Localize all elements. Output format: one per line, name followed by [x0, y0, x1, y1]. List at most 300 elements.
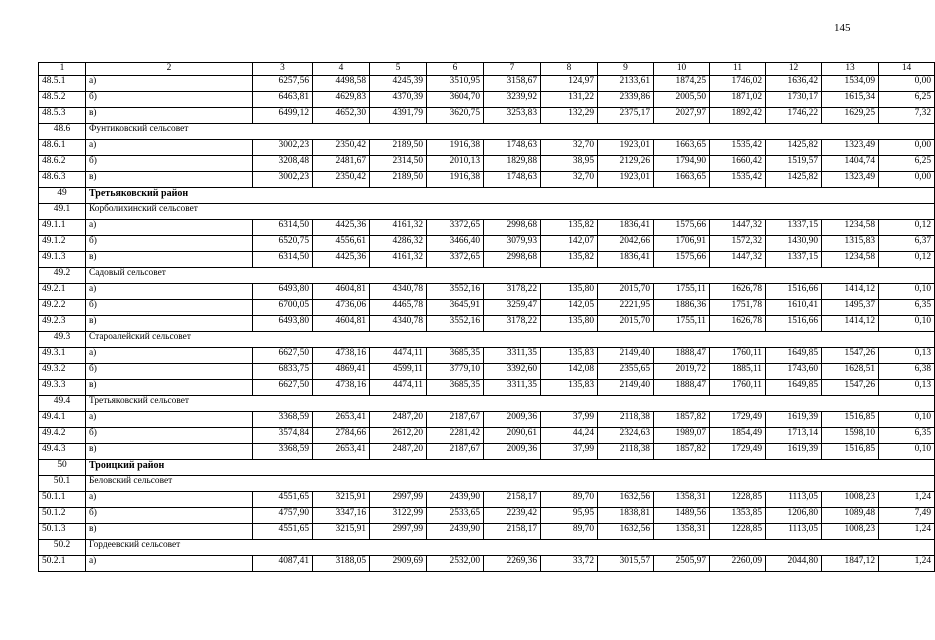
- value-cell: 6314,50: [253, 220, 313, 236]
- value-cell: 1425,82: [766, 140, 822, 156]
- district-row: [39, 188, 935, 204]
- value-cell: 3368,59: [253, 444, 313, 460]
- row-variant: а): [86, 140, 253, 156]
- value-cell: 1404,74: [822, 156, 879, 172]
- table-row: [39, 364, 935, 380]
- district-code: 49: [39, 188, 86, 204]
- value-cell: 1636,42: [766, 76, 822, 92]
- value-cell: 3372,65: [427, 252, 484, 268]
- value-cell: 3620,75: [427, 108, 484, 124]
- value-cell: 1649,85: [766, 380, 822, 396]
- value-cell: 1649,85: [766, 348, 822, 364]
- value-cell: 2533,65: [427, 508, 484, 524]
- district-code: 50: [39, 460, 86, 476]
- row-variant: в): [86, 524, 253, 540]
- value-cell: 3239,92: [484, 92, 541, 108]
- value-cell: 2269,36: [484, 556, 541, 572]
- value-cell: 2221,95: [598, 300, 654, 316]
- table-row: [39, 300, 935, 316]
- value-cell: 2010,13: [427, 156, 484, 172]
- value-cell: 95,95: [541, 508, 598, 524]
- value-cell: 135,80: [541, 316, 598, 332]
- value-cell: 2187,67: [427, 412, 484, 428]
- value-cell: 37,99: [541, 444, 598, 460]
- value-cell: 1746,22: [766, 108, 822, 124]
- value-cell: 1516,66: [766, 284, 822, 300]
- row-code: 48.5.3: [39, 108, 86, 124]
- value-cell: 6499,12: [253, 108, 313, 124]
- value-cell: 1916,38: [427, 140, 484, 156]
- section-row: [39, 476, 935, 492]
- table-row: [39, 316, 935, 332]
- value-cell: 4551,65: [253, 492, 313, 508]
- section-code: 49.1: [39, 204, 86, 220]
- section-row: [39, 396, 935, 412]
- value-cell: 1838,81: [598, 508, 654, 524]
- value-cell: 3015,57: [598, 556, 654, 572]
- value-cell: 1660,42: [710, 156, 766, 172]
- value-cell: 6,25: [879, 156, 935, 172]
- section-name: Фунтиковский сельсовет: [86, 124, 935, 140]
- section-code: 49.4: [39, 396, 86, 412]
- value-cell: 1598,10: [822, 428, 879, 444]
- value-cell: 1489,56: [654, 508, 710, 524]
- value-cell: 4736,06: [313, 300, 370, 316]
- section-name: Садовый сельсовет: [86, 268, 935, 284]
- value-cell: 2042,66: [598, 236, 654, 252]
- section-name: Гордеевский сельсовет: [86, 540, 935, 556]
- value-cell: 2350,42: [313, 140, 370, 156]
- value-cell: 135,83: [541, 348, 598, 364]
- value-cell: 0,13: [879, 348, 935, 364]
- row-variant: а): [86, 76, 253, 92]
- value-cell: 142,07: [541, 236, 598, 252]
- value-cell: 3311,35: [484, 380, 541, 396]
- value-cell: 4652,30: [313, 108, 370, 124]
- row-code: 49.3.2: [39, 364, 86, 380]
- value-cell: 6,37: [879, 236, 935, 252]
- value-cell: 1729,49: [710, 412, 766, 428]
- value-cell: 4599,11: [370, 364, 427, 380]
- value-cell: 2158,17: [484, 492, 541, 508]
- section-name: Третьяковский сельсовет: [86, 396, 935, 412]
- row-code: 49.4.3: [39, 444, 86, 460]
- value-cell: 3259,47: [484, 300, 541, 316]
- value-cell: 4161,32: [370, 220, 427, 236]
- value-cell: 1729,49: [710, 444, 766, 460]
- value-cell: 32,70: [541, 140, 598, 156]
- value-cell: 44,24: [541, 428, 598, 444]
- row-variant: б): [86, 92, 253, 108]
- value-cell: 2324,63: [598, 428, 654, 444]
- column-header: 7: [484, 63, 541, 76]
- value-cell: 2998,68: [484, 220, 541, 236]
- row-variant: б): [86, 364, 253, 380]
- row-variant: в): [86, 316, 253, 332]
- value-cell: 1989,07: [654, 428, 710, 444]
- value-cell: 1615,34: [822, 92, 879, 108]
- value-cell: 3188,05: [313, 556, 370, 572]
- value-cell: 4551,65: [253, 524, 313, 540]
- value-cell: 3604,70: [427, 92, 484, 108]
- value-cell: 2005,50: [654, 92, 710, 108]
- row-code: 49.3.3: [39, 380, 86, 396]
- column-header: 4: [313, 63, 370, 76]
- value-cell: 2909,69: [370, 556, 427, 572]
- column-header: 13: [822, 63, 879, 76]
- value-cell: 1113,05: [766, 524, 822, 540]
- value-cell: 142,05: [541, 300, 598, 316]
- row-variant: б): [86, 156, 253, 172]
- value-cell: 38,95: [541, 156, 598, 172]
- value-cell: 2532,00: [427, 556, 484, 572]
- value-cell: 4629,83: [313, 92, 370, 108]
- value-cell: 4391,79: [370, 108, 427, 124]
- value-cell: 1706,91: [654, 236, 710, 252]
- value-cell: 2118,38: [598, 412, 654, 428]
- value-cell: 1892,42: [710, 108, 766, 124]
- row-code: 49.1.2: [39, 236, 86, 252]
- row-code: 50.1.3: [39, 524, 86, 540]
- value-cell: 0,13: [879, 380, 935, 396]
- column-header: 6: [427, 63, 484, 76]
- value-cell: 2260,09: [710, 556, 766, 572]
- table-row: [39, 492, 935, 508]
- table-row: [39, 412, 935, 428]
- value-cell: 124,97: [541, 76, 598, 92]
- table-row: [39, 236, 935, 252]
- row-code: 49.1.3: [39, 252, 86, 268]
- value-cell: 1516,85: [822, 412, 879, 428]
- value-cell: 2784,66: [313, 428, 370, 444]
- value-cell: 2189,50: [370, 172, 427, 188]
- value-cell: 0,10: [879, 444, 935, 460]
- value-cell: 1916,38: [427, 172, 484, 188]
- value-cell: 2487,20: [370, 444, 427, 460]
- value-cell: 2239,42: [484, 508, 541, 524]
- value-cell: 3392,60: [484, 364, 541, 380]
- value-cell: 1610,41: [766, 300, 822, 316]
- section-code: 50.2: [39, 540, 86, 556]
- value-cell: 3552,16: [427, 316, 484, 332]
- value-cell: 2044,80: [766, 556, 822, 572]
- value-cell: 0,10: [879, 316, 935, 332]
- value-cell: 3178,22: [484, 284, 541, 300]
- table-row: [39, 252, 935, 268]
- value-cell: 1206,80: [766, 508, 822, 524]
- value-cell: 4087,41: [253, 556, 313, 572]
- table-row: [39, 524, 935, 540]
- table-body: [39, 63, 935, 572]
- column-header: 10: [654, 63, 710, 76]
- value-cell: 3552,16: [427, 284, 484, 300]
- value-cell: 1751,78: [710, 300, 766, 316]
- table-row: [39, 220, 935, 236]
- value-cell: 2015,70: [598, 284, 654, 300]
- value-cell: 3215,91: [313, 492, 370, 508]
- value-cell: 1425,82: [766, 172, 822, 188]
- value-cell: 2997,99: [370, 524, 427, 540]
- value-cell: 89,70: [541, 524, 598, 540]
- value-cell: 0,10: [879, 412, 935, 428]
- value-cell: 1760,11: [710, 348, 766, 364]
- value-cell: 2009,36: [484, 412, 541, 428]
- table-row: [39, 348, 935, 364]
- value-cell: 1888,47: [654, 348, 710, 364]
- value-cell: 1323,49: [822, 172, 879, 188]
- value-cell: 6463,81: [253, 92, 313, 108]
- value-cell: 3645,91: [427, 300, 484, 316]
- value-cell: 135,82: [541, 252, 598, 268]
- value-cell: 1516,66: [766, 316, 822, 332]
- value-cell: 7,49: [879, 508, 935, 524]
- district-name: Третьяковский район: [86, 188, 935, 204]
- value-cell: 6,25: [879, 92, 935, 108]
- value-cell: 4757,90: [253, 508, 313, 524]
- value-cell: 1547,26: [822, 348, 879, 364]
- value-cell: 6520,75: [253, 236, 313, 252]
- value-cell: 6,35: [879, 300, 935, 316]
- section-name: Беловский сельсовет: [86, 476, 935, 492]
- row-variant: а): [86, 556, 253, 572]
- value-cell: 2129,26: [598, 156, 654, 172]
- value-cell: 4340,78: [370, 316, 427, 332]
- column-header: 12: [766, 63, 822, 76]
- column-header: 1: [39, 63, 86, 76]
- value-cell: 1228,85: [710, 492, 766, 508]
- value-cell: 1353,85: [710, 508, 766, 524]
- value-cell: 1358,31: [654, 524, 710, 540]
- value-cell: 2375,17: [598, 108, 654, 124]
- value-cell: 6627,50: [253, 348, 313, 364]
- value-cell: 2149,40: [598, 380, 654, 396]
- value-cell: 1315,83: [822, 236, 879, 252]
- value-cell: 0,00: [879, 140, 935, 156]
- value-cell: 135,80: [541, 284, 598, 300]
- value-cell: 142,08: [541, 364, 598, 380]
- value-cell: 2187,67: [427, 444, 484, 460]
- section-row: [39, 332, 935, 348]
- row-variant: б): [86, 236, 253, 252]
- section-code: 48.6: [39, 124, 86, 140]
- table-row: [39, 92, 935, 108]
- value-cell: 1234,58: [822, 220, 879, 236]
- value-cell: 1857,82: [654, 412, 710, 428]
- value-cell: 1575,66: [654, 252, 710, 268]
- value-cell: 2998,68: [484, 252, 541, 268]
- value-cell: 1748,63: [484, 172, 541, 188]
- row-code: 49.1.1: [39, 220, 86, 236]
- value-cell: 1629,25: [822, 108, 879, 124]
- value-cell: 4340,78: [370, 284, 427, 300]
- row-variant: в): [86, 172, 253, 188]
- value-cell: 1626,78: [710, 316, 766, 332]
- column-header: 11: [710, 63, 766, 76]
- value-cell: 1632,56: [598, 524, 654, 540]
- value-cell: 1535,42: [710, 172, 766, 188]
- value-cell: 1836,41: [598, 252, 654, 268]
- value-cell: 2027,97: [654, 108, 710, 124]
- table-header-row: [39, 63, 935, 76]
- column-header: 14: [879, 63, 935, 76]
- value-cell: 6314,50: [253, 252, 313, 268]
- table-row: [39, 428, 935, 444]
- value-cell: 2653,41: [313, 412, 370, 428]
- value-cell: 1323,49: [822, 140, 879, 156]
- value-cell: 6700,05: [253, 300, 313, 316]
- tariff-table: [38, 62, 935, 572]
- value-cell: 6493,80: [253, 284, 313, 300]
- value-cell: 2019,72: [654, 364, 710, 380]
- value-cell: 6257,56: [253, 76, 313, 92]
- row-variant: а): [86, 220, 253, 236]
- row-variant: в): [86, 252, 253, 268]
- column-header: 9: [598, 63, 654, 76]
- value-cell: 1923,01: [598, 140, 654, 156]
- value-cell: 7,32: [879, 108, 935, 124]
- value-cell: 4245,39: [370, 76, 427, 92]
- value-cell: 1836,41: [598, 220, 654, 236]
- value-cell: 1447,32: [710, 220, 766, 236]
- page-number: 145: [834, 22, 851, 34]
- value-cell: 131,22: [541, 92, 598, 108]
- row-code: 50.1.1: [39, 492, 86, 508]
- value-cell: 2281,42: [427, 428, 484, 444]
- value-cell: 2158,17: [484, 524, 541, 540]
- value-cell: 3215,91: [313, 524, 370, 540]
- value-cell: 3368,59: [253, 412, 313, 428]
- value-cell: 6833,75: [253, 364, 313, 380]
- value-cell: 1857,82: [654, 444, 710, 460]
- value-cell: 1619,39: [766, 412, 822, 428]
- value-cell: 3122,99: [370, 508, 427, 524]
- value-cell: 1,24: [879, 492, 935, 508]
- value-cell: 1008,23: [822, 492, 879, 508]
- value-cell: 1495,37: [822, 300, 879, 316]
- row-code: 48.6.2: [39, 156, 86, 172]
- section-row: [39, 124, 935, 140]
- value-cell: 4556,61: [313, 236, 370, 252]
- row-code: 48.6.3: [39, 172, 86, 188]
- section-code: 49.2: [39, 268, 86, 284]
- value-cell: 3510,95: [427, 76, 484, 92]
- value-cell: 1575,66: [654, 220, 710, 236]
- value-cell: 1755,11: [654, 316, 710, 332]
- value-cell: 1829,88: [484, 156, 541, 172]
- table-row: [39, 172, 935, 188]
- value-cell: 135,83: [541, 380, 598, 396]
- table-row: [39, 380, 935, 396]
- value-cell: 2189,50: [370, 140, 427, 156]
- value-cell: 2439,90: [427, 524, 484, 540]
- value-cell: 132,29: [541, 108, 598, 124]
- value-cell: 1755,11: [654, 284, 710, 300]
- row-code: 49.3.1: [39, 348, 86, 364]
- value-cell: 1337,15: [766, 252, 822, 268]
- value-cell: 2439,90: [427, 492, 484, 508]
- value-cell: 6,38: [879, 364, 935, 380]
- value-cell: 2314,50: [370, 156, 427, 172]
- value-cell: 0,00: [879, 76, 935, 92]
- row-variant: а): [86, 348, 253, 364]
- value-cell: 2090,61: [484, 428, 541, 444]
- value-cell: 3079,93: [484, 236, 541, 252]
- value-cell: 2149,40: [598, 348, 654, 364]
- value-cell: 1794,90: [654, 156, 710, 172]
- section-name: Корболихинский сельсовет: [86, 204, 935, 220]
- value-cell: 3372,65: [427, 220, 484, 236]
- row-variant: в): [86, 444, 253, 460]
- table-row: [39, 556, 935, 572]
- value-cell: 0,12: [879, 220, 935, 236]
- value-cell: 0,10: [879, 284, 935, 300]
- value-cell: 2339,86: [598, 92, 654, 108]
- value-cell: 6,35: [879, 428, 935, 444]
- table-row: [39, 76, 935, 92]
- value-cell: 1089,48: [822, 508, 879, 524]
- value-cell: 1547,26: [822, 380, 879, 396]
- table-row: [39, 140, 935, 156]
- value-cell: 2118,38: [598, 444, 654, 460]
- section-row: [39, 540, 935, 556]
- value-cell: 1663,65: [654, 172, 710, 188]
- value-cell: 1234,58: [822, 252, 879, 268]
- value-cell: 1874,25: [654, 76, 710, 92]
- row-variant: б): [86, 508, 253, 524]
- value-cell: 1760,11: [710, 380, 766, 396]
- value-cell: 1730,17: [766, 92, 822, 108]
- value-cell: 2481,67: [313, 156, 370, 172]
- value-cell: 4604,81: [313, 316, 370, 332]
- value-cell: 2505,97: [654, 556, 710, 572]
- column-header: 8: [541, 63, 598, 76]
- value-cell: 3685,35: [427, 380, 484, 396]
- value-cell: 33,72: [541, 556, 598, 572]
- value-cell: 4604,81: [313, 284, 370, 300]
- value-cell: 3158,67: [484, 76, 541, 92]
- value-cell: 1,24: [879, 556, 935, 572]
- row-code: 49.4.2: [39, 428, 86, 444]
- value-cell: 1628,51: [822, 364, 879, 380]
- value-cell: 3002,23: [253, 140, 313, 156]
- section-row: [39, 268, 935, 284]
- value-cell: 2009,36: [484, 444, 541, 460]
- table-row: [39, 444, 935, 460]
- value-cell: 4474,11: [370, 348, 427, 364]
- value-cell: 2015,70: [598, 316, 654, 332]
- row-code: 49.2.1: [39, 284, 86, 300]
- value-cell: 4738,16: [313, 348, 370, 364]
- value-cell: 1923,01: [598, 172, 654, 188]
- value-cell: 89,70: [541, 492, 598, 508]
- column-header: 5: [370, 63, 427, 76]
- value-cell: 3311,35: [484, 348, 541, 364]
- value-cell: 2355,65: [598, 364, 654, 380]
- row-variant: в): [86, 108, 253, 124]
- value-cell: 1516,85: [822, 444, 879, 460]
- value-cell: 1713,14: [766, 428, 822, 444]
- value-cell: 1886,36: [654, 300, 710, 316]
- value-cell: 1748,63: [484, 140, 541, 156]
- value-cell: 1,24: [879, 524, 935, 540]
- row-code: 48.6.1: [39, 140, 86, 156]
- value-cell: 4286,32: [370, 236, 427, 252]
- table-row: [39, 156, 935, 172]
- value-cell: 4425,36: [313, 252, 370, 268]
- value-cell: 135,82: [541, 220, 598, 236]
- value-cell: 6627,50: [253, 380, 313, 396]
- row-code: 49.2.2: [39, 300, 86, 316]
